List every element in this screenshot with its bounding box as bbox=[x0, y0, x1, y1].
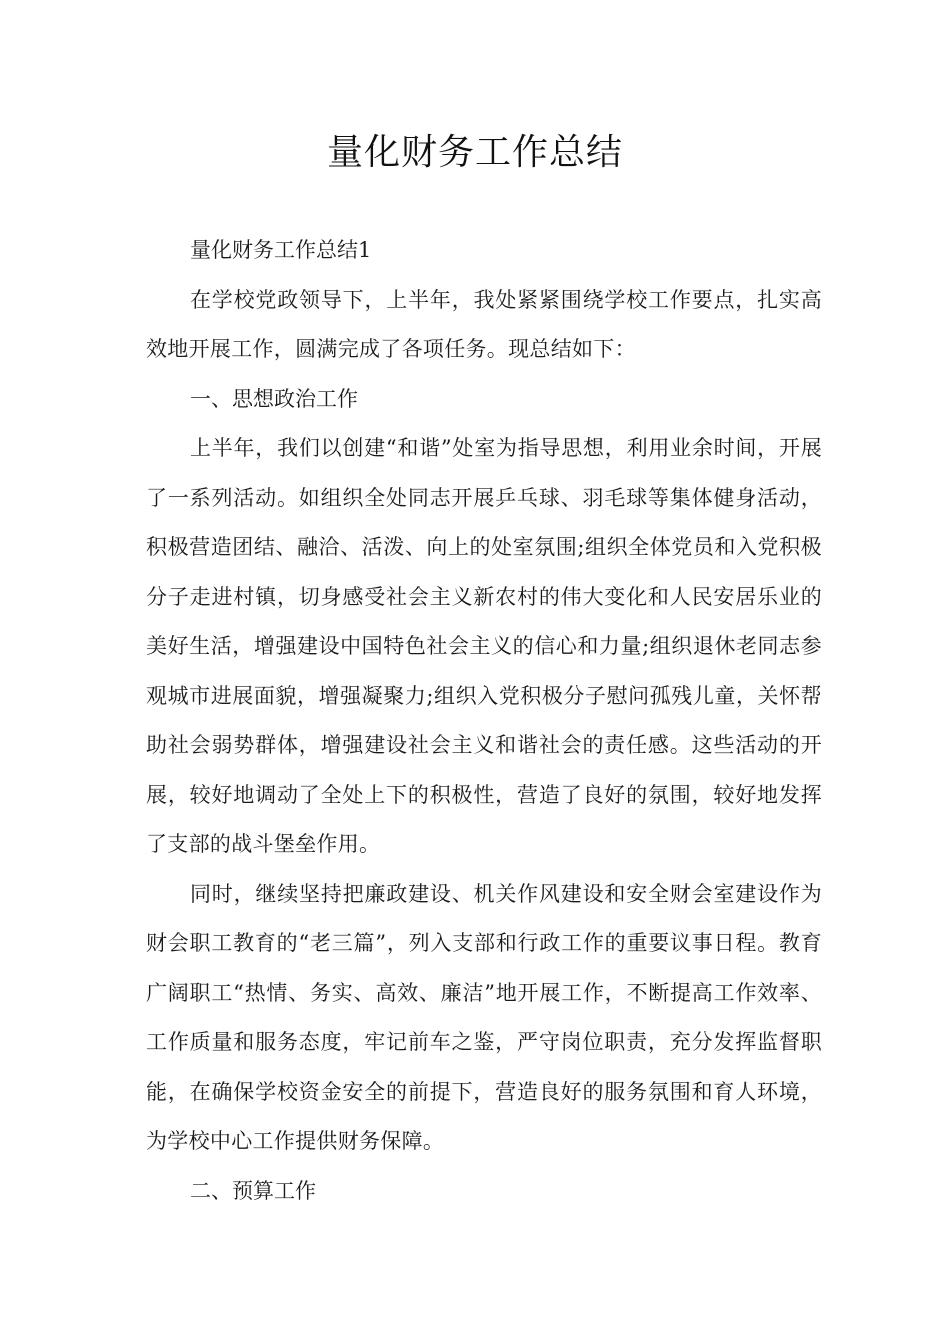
document-body bbox=[146, 226, 822, 1216]
section1-heading: 一、思想政治工作 bbox=[190, 386, 358, 411]
document-subtitle: 量化财务工作总结1 bbox=[190, 238, 372, 262]
document-title: 量化财务工作总结 bbox=[326, 132, 623, 173]
section2-heading: 二、预算工作 bbox=[190, 1178, 316, 1203]
section1-paragraph-1: 上半年，我们以创建“和谐”处室为指导思想，利用业余时间，开展了一系列活动。如组织全处同志开展乒乓球、羽毛球等集体健身活动，积极营造团结、融洽、活泼、向上的处室氛围;组织全体党员和入党积极分子走进村镇，切身感受社会主义新农村的伟大变化和人民安居乐业的美好生活，增强建设中国特色社会主义的信心和力量;组织退休老同志参观城市进展面貌，增强凝聚力;组织入党积极分子慰问孤残儿童，关怀帮助社会弱势群体，增强建设社会主义和谐社会的责任感。这些活动的开展，较好地调动了全处上下的积极性，营造了良好的氛围，较好地发挥了支部的战斗堡垒作用。 bbox=[146, 436, 822, 856]
section1-paragraph-2: 同时，继续坚持把廉政建设、机关作风建设和安全财会室建设作为财会职工教育的“老三篇”，列入支部和行政工作的重要议事日程。教育广阔职工“热情、务实、高效、廉洁”地开展工作，不断提高工作效率、工作质量和服务态度，牢记前车之鉴，严守岗位职责，充分发挥监督职能，在确保学校资金安全的前提下，营造良好的服务氛围和育人环境，为学校中心工作提供财务保障。 bbox=[146, 881, 822, 1153]
intro-paragraph: 在学校党政领导下，上半年，我处紧紧围绕学校工作要点，扎实高效地开展工作，圆满完成了各项任务。现总结如下： bbox=[146, 287, 822, 361]
